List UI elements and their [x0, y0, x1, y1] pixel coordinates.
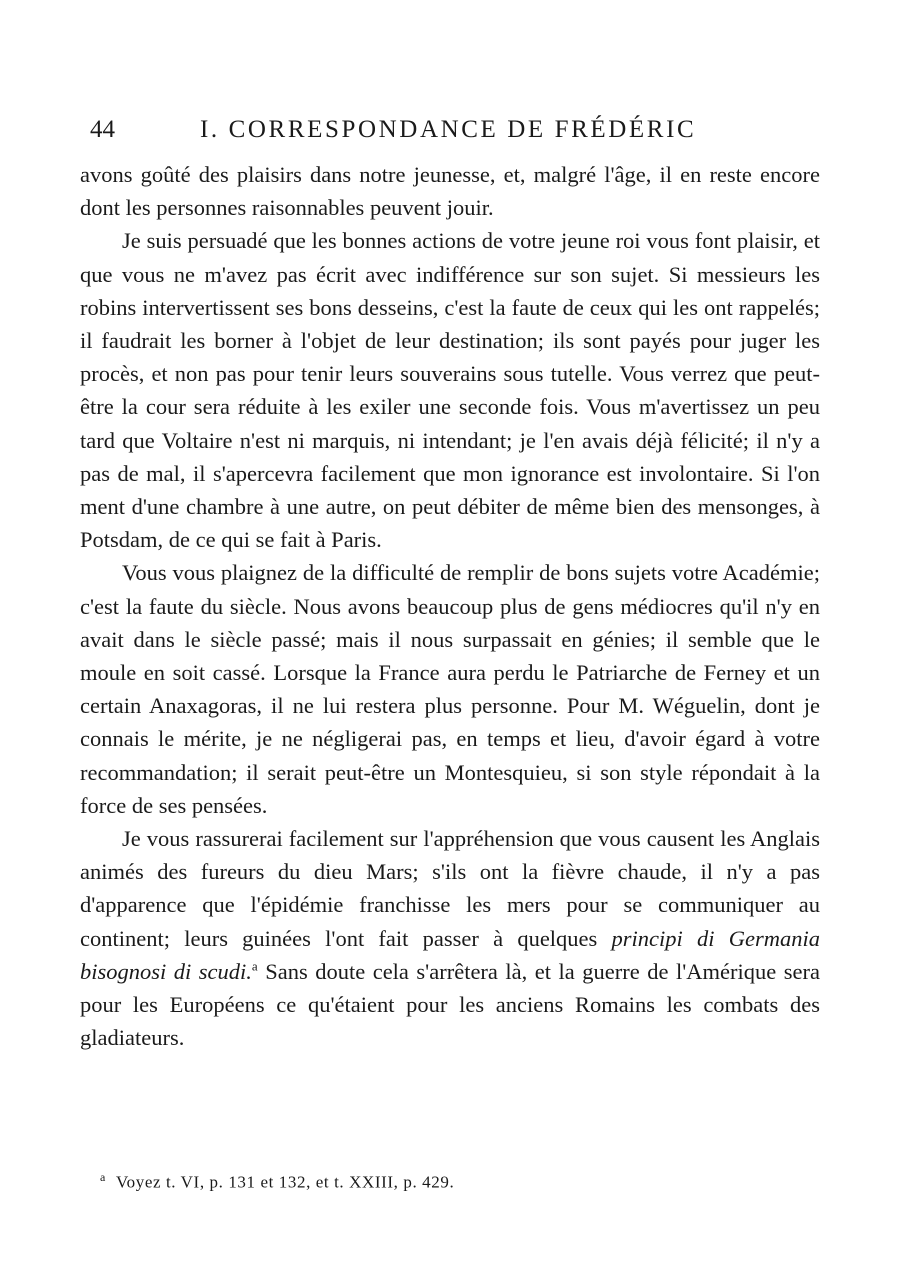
italic-quotation: principi di Germania bisognosi di scudi. — [80, 925, 820, 984]
paragraph-text: Je vous rassurerai facilement sur l'appréhension que vous causent les Anglais animés des fureurs du dieu Mars; s'ils ont la fièvre chaude, il n'y a pas d'apparence que l'épidémie franchisse les mers pour se communiquer au continent; leurs guinées l'ont fait passer à quelques — [80, 826, 820, 951]
running-header — [90, 112, 825, 148]
footnote-text: Voyez t. VI, p. 131 et 132, et t. XXIII, p. 429. — [115, 1172, 455, 1192]
running-title: I. CORRESPONDANCE DE FRÉDÉRIC — [200, 116, 697, 143]
paragraph: Vous vous plaignez de la difficulté de remplir de bons sujets votre Académie; c'est la faute du siècle. Nous avons beaucoup plus de gens médiocres qu'il n'y en avait dans le siècle passé; mais il nous surpassait en génies; il semble que le moule en soit cassé. Lorsque la France aura perdu le Patriarche de Ferney et un certain Anaxagoras, il ne lui restera plus personne. Pour M. Wéguelin, dont je connais le mérite, je ne négligerai pas, en temps et lieu, d'avoir égard à votre recommandation; il serait peut-être un Montesquieu, si son style répondait à la force de ses pensées. — [80, 560, 820, 818]
footnote-mark: a — [100, 1170, 106, 1184]
footnote — [100, 1164, 820, 1196]
paragraph-last — [80, 822, 820, 1054]
paragraph: Je suis persuadé que les bonnes actions de votre jeune roi vous font plaisir, et que vous ne m'avez pas écrit avec indifférence sur son sujet. Si messieurs les robins intervertissent ses bons desseins, c'est la faute de ceux qui les ont rappelés; il faudrait les borner à l'objet de leur destination; ils sont payés pour juger les procès, et non pas pour tenir leurs souverains sous tutelle. Vous verrez que peut-être la cour sera réduite à les exiler une seconde fois. Vous m'avertissez un peu tard que Voltaire n'est ni marquis, ni intendant; je l'en avais déjà félicité; il n'y a pas de mal, il s'apercevra facilement que mon ignorance est involontaire. Si l'on ment d'une chambre à une autre, on peut débiter de même bien des mensonges, à Potsdam, de ce qui se fait à Paris. — [80, 228, 820, 553]
paragraph-continuation: avons goûté des plaisirs dans notre jeunesse, et, malgré l'âge, il en reste encore dont les personnes raisonnables peuvent jouir. — [80, 162, 820, 221]
page-number: 44 — [90, 116, 115, 143]
paragraph-text: Sans doute cela s'arrêtera là, et la guerre de l'Amérique sera pour les Européens ce qu'étaient pour les anciens Romains les combats des gladiateurs. — [80, 958, 820, 1051]
body-text — [80, 158, 820, 1054]
footnote-reference: a — [251, 958, 258, 974]
